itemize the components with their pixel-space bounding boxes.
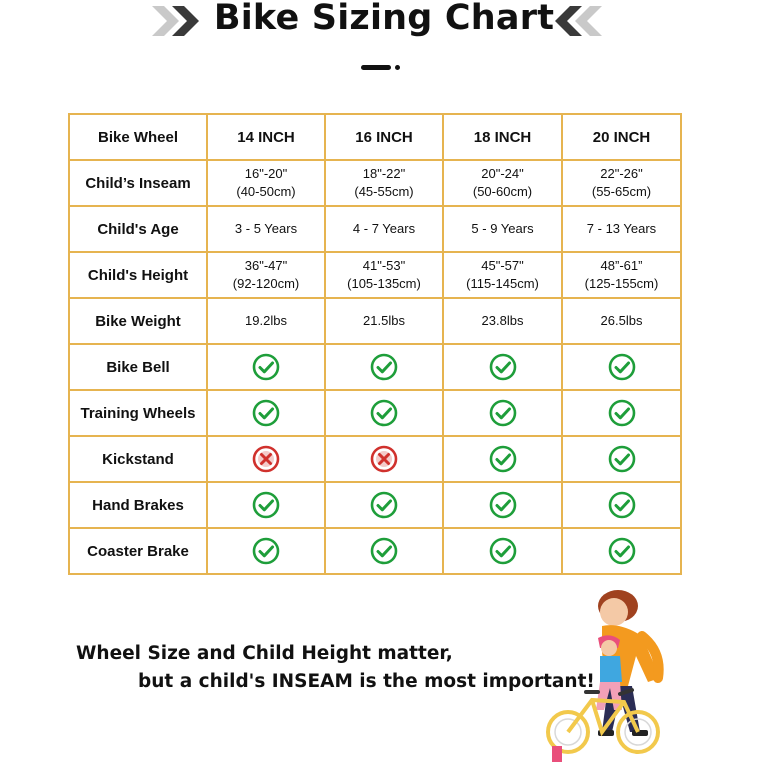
feature-yes-cell (562, 344, 681, 390)
row-label: Child's Height (69, 252, 207, 298)
feature-no-cell (325, 436, 443, 482)
check-circle-icon (370, 399, 398, 427)
cell-text: 45"-57" (481, 258, 524, 273)
table-row (69, 206, 681, 252)
title-underline (361, 65, 391, 70)
check-circle-icon (370, 491, 398, 519)
feature-yes-cell (562, 436, 681, 482)
table-cell (443, 298, 562, 344)
table-row (69, 482, 681, 528)
row-label: Child’s Inseam (69, 160, 207, 206)
feature-yes-cell (443, 528, 562, 574)
cell-text: 4 - 7 Years (352, 221, 416, 236)
parent-teaching-child-bike-illustration (540, 582, 690, 768)
page-title: Bike Sizing Chart (213, 0, 555, 38)
x-circle-icon (370, 445, 398, 473)
check-circle-icon (252, 491, 280, 519)
check-circle-icon (252, 537, 280, 565)
check-circle-icon (489, 537, 517, 565)
cell-text: (115-145cm) (466, 276, 539, 291)
table-cell (325, 298, 443, 344)
table-row (69, 344, 681, 390)
feature-yes-cell (562, 482, 681, 528)
table-cell (562, 160, 681, 206)
check-circle-icon (608, 445, 636, 473)
feature-yes-cell (443, 482, 562, 528)
check-circle-icon (608, 537, 636, 565)
double-chevron-left-icon (555, 6, 605, 36)
feature-yes-cell (443, 436, 562, 482)
feature-yes-cell (207, 390, 325, 436)
feature-yes-cell (325, 344, 443, 390)
column-header: 16 INCH (325, 114, 443, 160)
row-label: Kickstand (69, 436, 207, 482)
check-circle-icon (252, 399, 280, 427)
cell-text: 5 - 9 Years (471, 221, 534, 236)
row-label: Child's Age (69, 206, 207, 252)
sizing-table (68, 113, 682, 575)
cell-text: 23.8lbs (481, 313, 524, 328)
feature-yes-cell (443, 390, 562, 436)
table-cell (207, 298, 325, 344)
row-label: Hand Brakes (69, 482, 207, 528)
table-cell (325, 206, 443, 252)
header-label: Bike Wheel (69, 114, 207, 160)
feature-yes-cell (325, 528, 443, 574)
cell-text: 48”-61” (600, 258, 643, 273)
cell-text: 3 - 5 Years (234, 221, 298, 236)
cell-text: 7 - 13 Years (586, 221, 657, 236)
feature-yes-cell (562, 390, 681, 436)
cell-text: (45-55cm) (354, 184, 414, 199)
table-row (69, 390, 681, 436)
cell-text: 18"-22" (362, 166, 406, 181)
cell-text: (92-120cm) (232, 276, 300, 291)
table-cell (443, 206, 562, 252)
check-circle-icon (489, 399, 517, 427)
check-circle-icon (489, 353, 517, 381)
title-underline-dot (395, 65, 400, 70)
table-cell (325, 160, 443, 206)
cell-text: (50-60cm) (472, 184, 533, 199)
table-row (69, 528, 681, 574)
table-cell (325, 252, 443, 298)
check-circle-icon (608, 491, 636, 519)
row-label: Coaster Brake (69, 528, 207, 574)
column-header: 20 INCH (562, 114, 681, 160)
feature-yes-cell (207, 344, 325, 390)
row-label: Training Wheels (69, 390, 207, 436)
cell-text: (40-50cm) (236, 184, 296, 199)
feature-yes-cell (443, 344, 562, 390)
column-header: 14 INCH (207, 114, 325, 160)
cell-text: (125-155cm) (584, 276, 659, 291)
row-label: Bike Bell (69, 344, 207, 390)
feature-yes-cell (207, 482, 325, 528)
feature-yes-cell (562, 528, 681, 574)
cell-text: 41"-53" (362, 258, 406, 273)
check-circle-icon (370, 353, 398, 381)
cell-text: 19.2lbs (245, 313, 287, 328)
cell-text: 16"-20" (244, 166, 288, 181)
cell-text: (55-65cm) (591, 184, 652, 199)
table-cell (562, 206, 681, 252)
row-label: Bike Weight (69, 298, 207, 344)
table-cell (443, 252, 562, 298)
table-header-row (69, 114, 681, 160)
feature-yes-cell (325, 482, 443, 528)
footer-line-2: but a child's INSEAM is the most important! (138, 671, 595, 692)
table-row (69, 436, 681, 482)
feature-no-cell (207, 436, 325, 482)
cell-text: 36"-47" (244, 258, 288, 273)
table-row (69, 298, 681, 344)
cell-text: 26.5lbs (600, 313, 643, 328)
check-circle-icon (608, 353, 636, 381)
feature-yes-cell (207, 528, 325, 574)
cell-text: 22"-26" (600, 166, 643, 181)
table-row (69, 160, 681, 206)
table-cell (207, 206, 325, 252)
check-circle-icon (252, 353, 280, 381)
footer-line-1: Wheel Size and Child Height matter, (76, 643, 453, 664)
table-row (69, 252, 681, 298)
column-header: 18 INCH (443, 114, 562, 160)
check-circle-icon (489, 445, 517, 473)
check-circle-icon (370, 537, 398, 565)
x-circle-icon (252, 445, 280, 473)
table-cell (207, 160, 325, 206)
cell-text: (105-135cm) (347, 276, 421, 291)
table-cell (562, 252, 681, 298)
cell-text: 20"-24" (481, 166, 524, 181)
header (0, 0, 768, 80)
feature-yes-cell (325, 390, 443, 436)
cell-text: 21.5lbs (363, 313, 405, 328)
table-cell (443, 160, 562, 206)
table-cell (207, 252, 325, 298)
table-cell (562, 298, 681, 344)
check-circle-icon (489, 491, 517, 519)
check-circle-icon (608, 399, 636, 427)
